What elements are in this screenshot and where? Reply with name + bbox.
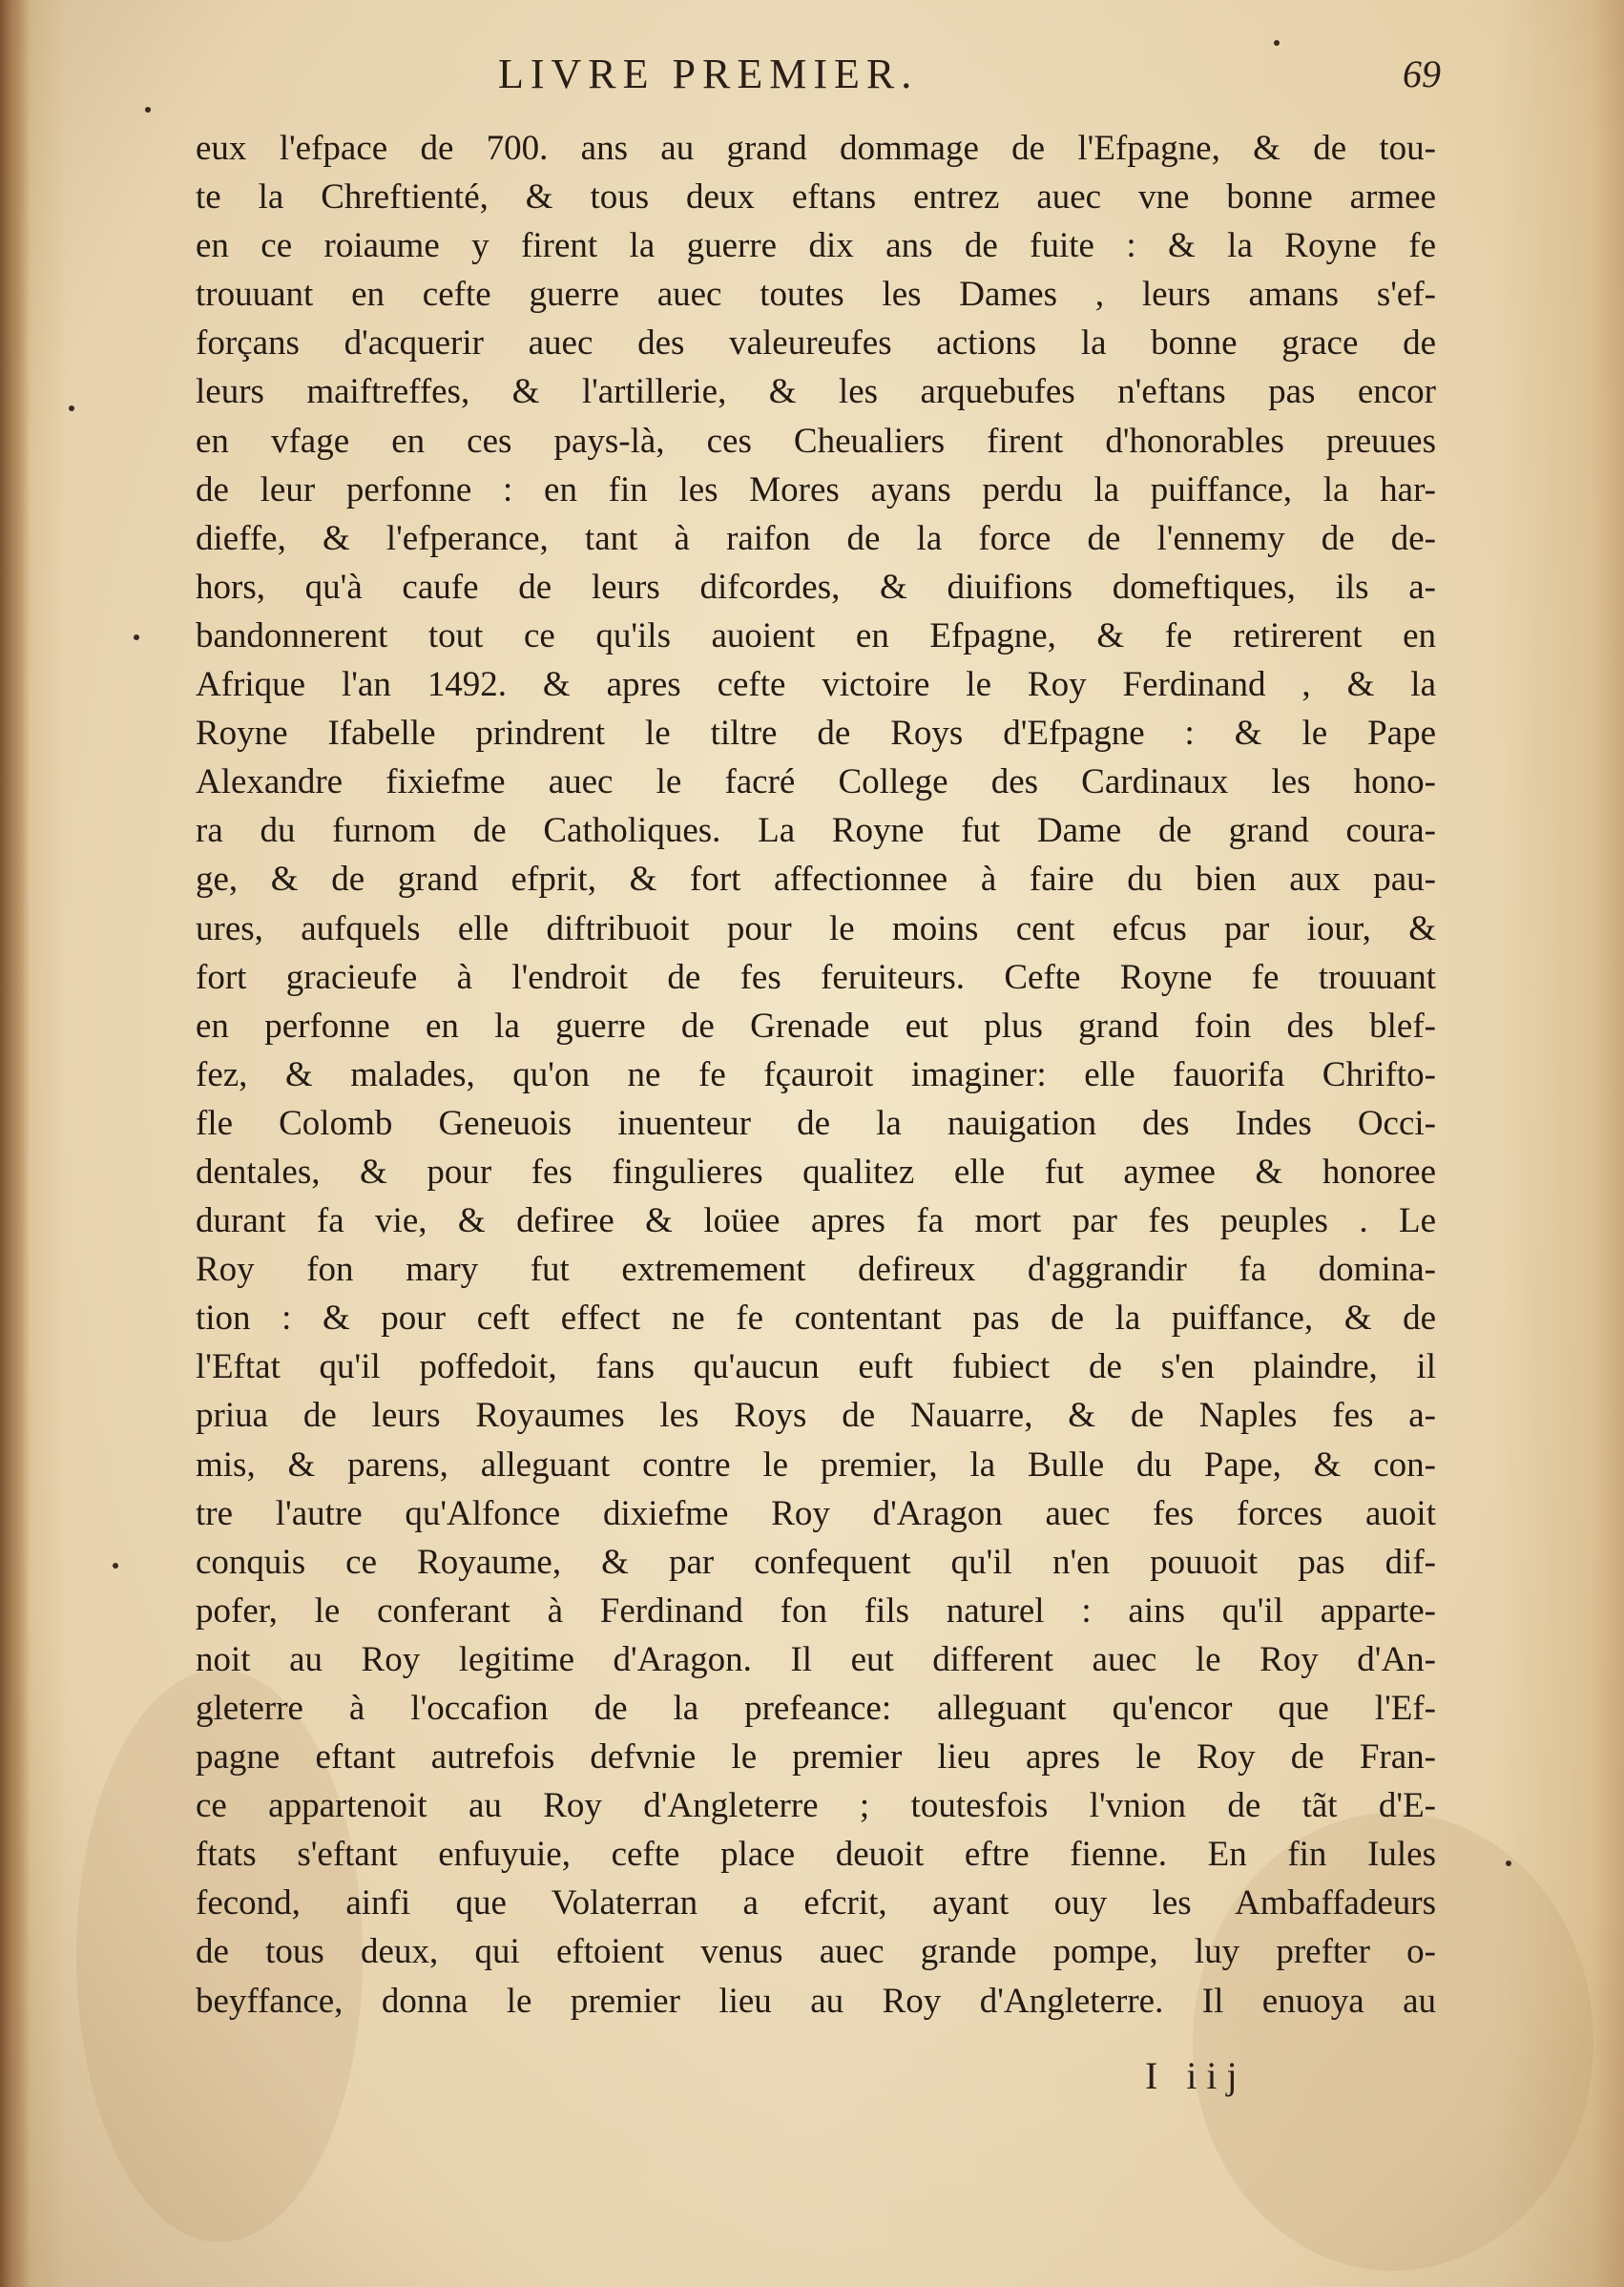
text-line: pagne eftant autrefois defvnie le premier lieu apres le Roy de Fran- xyxy=(196,1737,1436,1778)
text-line: fez, & malades, qu'on ne fe fçauroit imaginer: elle fauorifa Chrifto- xyxy=(196,1054,1436,1094)
text-line: Royne Ifabelle prindrent le tiltre de Roys d'Efpagne : & le Pape xyxy=(196,714,1436,754)
page-number: 69 xyxy=(1403,52,1441,95)
ink-speck xyxy=(113,1563,118,1569)
text-line: tion : & pour ceft effect ne fe contentant pas de la puiffance, & de xyxy=(196,1299,1436,1339)
text-line: en perfonne en la guerre de Grenade eut plus grand foin des blef- xyxy=(196,1006,1436,1046)
text-line: tre l'autre qu'Alfonce dixiefme Roy d'Aragon auec fes forces auoit xyxy=(196,1493,1436,1533)
text-line: ge, & de grand efprit, & fort affectionnee à faire du bien aux pau- xyxy=(196,860,1436,900)
text-line: te la Chreftienté, & tous deux eftans entrez auec vne bonne armee xyxy=(196,177,1436,218)
text-line: mis, & parens, alleguant contre le premier, la Bulle du Pape, & con- xyxy=(196,1445,1436,1485)
text-line: leurs maiftreffes, & l'artillerie, & les arquebufes n'eftans pas encor xyxy=(196,372,1436,412)
ink-speck xyxy=(1274,40,1280,46)
text-line: ce appartenoit au Roy d'Angleterre ; toutesfois l'vnion de tãt d'E- xyxy=(196,1786,1436,1826)
text-line: Roy fon mary fut extremement defireux d'aggrandir fa domina- xyxy=(196,1250,1436,1290)
ink-speck xyxy=(134,634,139,640)
text-line: ures, aufquels elle diftribuoit pour le moins cent efcus par iour, & xyxy=(196,908,1436,948)
ink-speck xyxy=(1506,1861,1511,1866)
text-line: de leur perfonne : en fin les Mores ayans perdu la puiffance, la har- xyxy=(196,469,1436,509)
text-line: conquis ce Royaume, & par confequent qu'il n'en pouuoit pas dif- xyxy=(196,1542,1436,1582)
text-line: Afrique l'an 1492. & apres cefte victoire le Roy Ferdinand , & la xyxy=(196,665,1436,705)
text-line: fort gracieufe à l'endroit de fes feruiteurs. Cefte Royne fe trouuant xyxy=(196,957,1436,997)
text-line: beyffance, donna le premier lieu au Roy d'Angleterre. Il enuoya au xyxy=(196,1981,1436,2021)
text-line: forçans d'acquerir auec des valeureufes actions la bonne grace de xyxy=(196,323,1436,364)
text-line: Alexandre fixiefme auec le facré College des Cardinaux les hono- xyxy=(196,762,1436,802)
text-line: priua de leurs Royaumes les Roys de Nauarre, & de Naples fes a- xyxy=(196,1396,1436,1436)
text-line: de tous deux, qui eftoient venus auec grande pompe, luy prefter o- xyxy=(196,1932,1436,1972)
text-line: noit au Roy legitime d'Aragon. Il eut different auec le Roy d'An- xyxy=(196,1639,1436,1679)
signature-mark: I iij xyxy=(1145,2054,1247,2097)
text-line: fle Colomb Geneuois inuenteur de la nauigation des Indes Occi- xyxy=(196,1103,1436,1143)
text-line: en vfage en ces pays-là, ces Cheualiers firent d'honorables preuues xyxy=(196,421,1436,461)
running-title: LIVRE PREMIER. xyxy=(498,51,919,97)
text-line: trouuant en cefte guerre auec toutes les Dames , leurs amans s'ef- xyxy=(196,275,1436,315)
text-line: en ce roiaume y firent la guerre dix ans de fuite : & la Royne fe xyxy=(196,226,1436,266)
body-text xyxy=(196,124,1436,2026)
text-line: ftats s'eftant enfuyuie, cefte place deuoit eftre fienne. En fin Iules xyxy=(196,1835,1436,1875)
text-line: dieffe, & l'efperance, tant à raifon de la force de l'ennemy de de- xyxy=(196,518,1436,558)
text-line: durant fa vie, & defiree & loüee apres fa mort par fes peuples . Le xyxy=(196,1201,1436,1241)
text-line: dentales, & pour fes fingulieres qualitez elle fut aymee & honoree xyxy=(196,1152,1436,1192)
text-line: ra du furnom de Catholiques. La Royne fut Dame de grand coura- xyxy=(196,811,1436,851)
text-line: eux l'efpace de 700. ans au grand dommage de l'Efpagne, & de tou- xyxy=(196,129,1436,168)
text-line: bandonnerent tout ce qu'ils auoient en Efpagne, & fe retirerent en xyxy=(196,615,1436,655)
ink-speck xyxy=(145,107,151,113)
page-binding-shadow xyxy=(0,0,31,2287)
text-line: gleterre à l'occafion de la prefeance: alleguant qu'encor que l'Ef- xyxy=(196,1689,1436,1728)
text-line: fecond, ainfi que Volaterran a efcrit, ayant ouy les Ambaffadeurs xyxy=(196,1883,1436,1923)
page-header xyxy=(200,50,1441,107)
text-line: hors, qu'à caufe de leurs difcordes, & diuifions domeftiques, ils a- xyxy=(196,567,1436,607)
text-line: l'Eftat qu'il poffedoit, fans qu'aucun euft fubiect de s'en plaindre, il xyxy=(196,1347,1436,1387)
ink-speck xyxy=(69,405,74,411)
text-line: pofer, le conferant à Ferdinand fon fils naturel : ains qu'il apparte- xyxy=(196,1591,1436,1631)
